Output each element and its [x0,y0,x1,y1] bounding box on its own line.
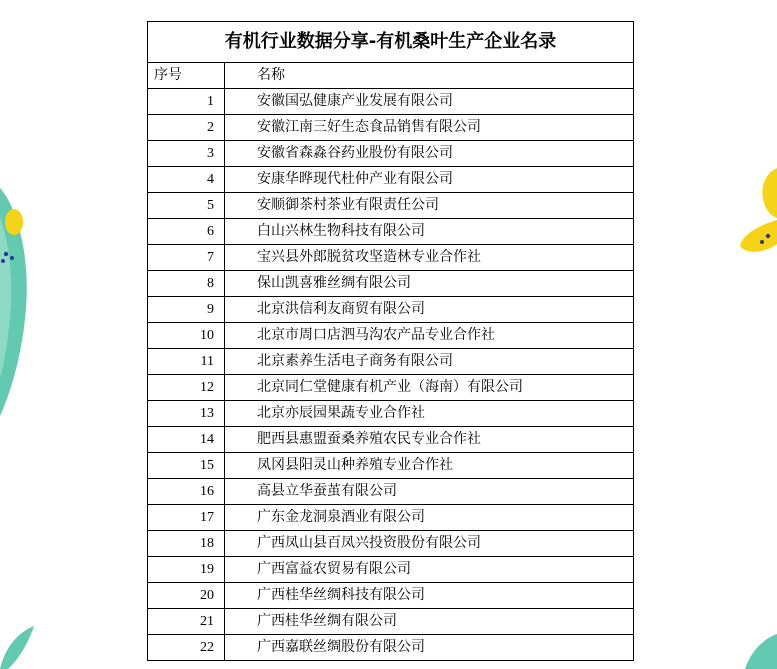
row-number-cell: 17 [148,505,225,531]
company-name-cell: 北京亦辰园果蔬专业合作社 [225,401,634,427]
row-number-cell: 12 [148,375,225,401]
company-name-cell: 保山凯喜雅丝绸有限公司 [225,271,634,297]
header-row [148,63,634,89]
company-name-cell: 白山兴林生物科技有限公司 [225,219,634,245]
company-name-cell: 广西桂华丝绸科技有限公司 [225,583,634,609]
row-number-cell: 15 [148,453,225,479]
row-number-cell: 11 [148,349,225,375]
row-number-cell: 22 [148,635,225,661]
row-number-cell: 4 [148,167,225,193]
company-name-cell: 广西嘉联丝绸股份有限公司 [225,635,634,661]
table-row [148,583,634,609]
row-number-cell: 2 [148,115,225,141]
table-row [148,89,634,115]
company-name-cell: 北京同仁堂健康有机产业（海南）有限公司 [225,375,634,401]
table-row [148,141,634,167]
row-number-cell: 19 [148,557,225,583]
table-row [148,427,634,453]
table-row [148,219,634,245]
company-name-cell: 广西富益农贸易有限公司 [225,557,634,583]
company-name-cell: 北京市周口店泗马沟农产品专业合作社 [225,323,634,349]
row-number-cell: 21 [148,609,225,635]
row-number-cell: 7 [148,245,225,271]
table-row [148,271,634,297]
leaf-decoration-bottom-left [0,624,40,669]
leaf-decoration-bottom-right [735,622,777,669]
leaf-decoration-left [0,178,34,418]
table-row [148,245,634,271]
company-directory-table [147,21,634,661]
row-number-cell: 3 [148,141,225,167]
table-row [148,505,634,531]
row-number-cell: 16 [148,479,225,505]
table-row [148,167,634,193]
table-row [148,115,634,141]
table-row [148,557,634,583]
company-name-cell: 安徽江南三好生态食品销售有限公司 [225,115,634,141]
table-row [148,453,634,479]
company-name-cell: 凤冈县阳灵山种养殖专业合作社 [225,453,634,479]
company-name-cell: 安顺御茶村茶业有限责任公司 [225,193,634,219]
row-number-cell: 10 [148,323,225,349]
row-number-cell: 18 [148,531,225,557]
table-row [148,401,634,427]
table-row [148,609,634,635]
table-row [148,297,634,323]
row-number-cell: 8 [148,271,225,297]
table-title: 有机行业数据分享-有机桑叶生产企业名录 [148,22,634,63]
column-header-name: 名称 [225,63,634,89]
title-row [148,22,634,63]
company-name-cell: 安徽国弘健康产业发展有限公司 [225,89,634,115]
table-row [148,375,634,401]
company-name-cell: 北京洪信利友商贸有限公司 [225,297,634,323]
table-row [148,349,634,375]
table-row [148,193,634,219]
row-number-cell: 13 [148,401,225,427]
company-name-cell: 广西凤山县百凤兴投资股份有限公司 [225,531,634,557]
company-name-cell: 广西桂华丝绸有限公司 [225,609,634,635]
column-header-number: 序号 [148,63,225,89]
company-name-cell: 高县立华蚕茧有限公司 [225,479,634,505]
company-name-cell: 安康华晔现代杜仲产业有限公司 [225,167,634,193]
table-row [148,531,634,557]
company-name-cell: 北京素养生活电子商务有限公司 [225,349,634,375]
table-row [148,635,634,661]
table-row [148,323,634,349]
row-number-cell: 20 [148,583,225,609]
row-number-cell: 1 [148,89,225,115]
row-number-cell: 5 [148,193,225,219]
company-name-cell: 广东金龙洞泉酒业有限公司 [225,505,634,531]
row-number-cell: 14 [148,427,225,453]
company-name-cell: 宝兴县外郎脱贫攻坚造林专业合作社 [225,245,634,271]
row-number-cell: 9 [148,297,225,323]
flower-decoration-right [736,168,777,288]
company-name-cell: 安徽省森淼谷药业股份有限公司 [225,141,634,167]
table-row [148,479,634,505]
row-number-cell: 6 [148,219,225,245]
company-name-cell: 肥西县惠盟蚕桑养殖农民专业合作社 [225,427,634,453]
